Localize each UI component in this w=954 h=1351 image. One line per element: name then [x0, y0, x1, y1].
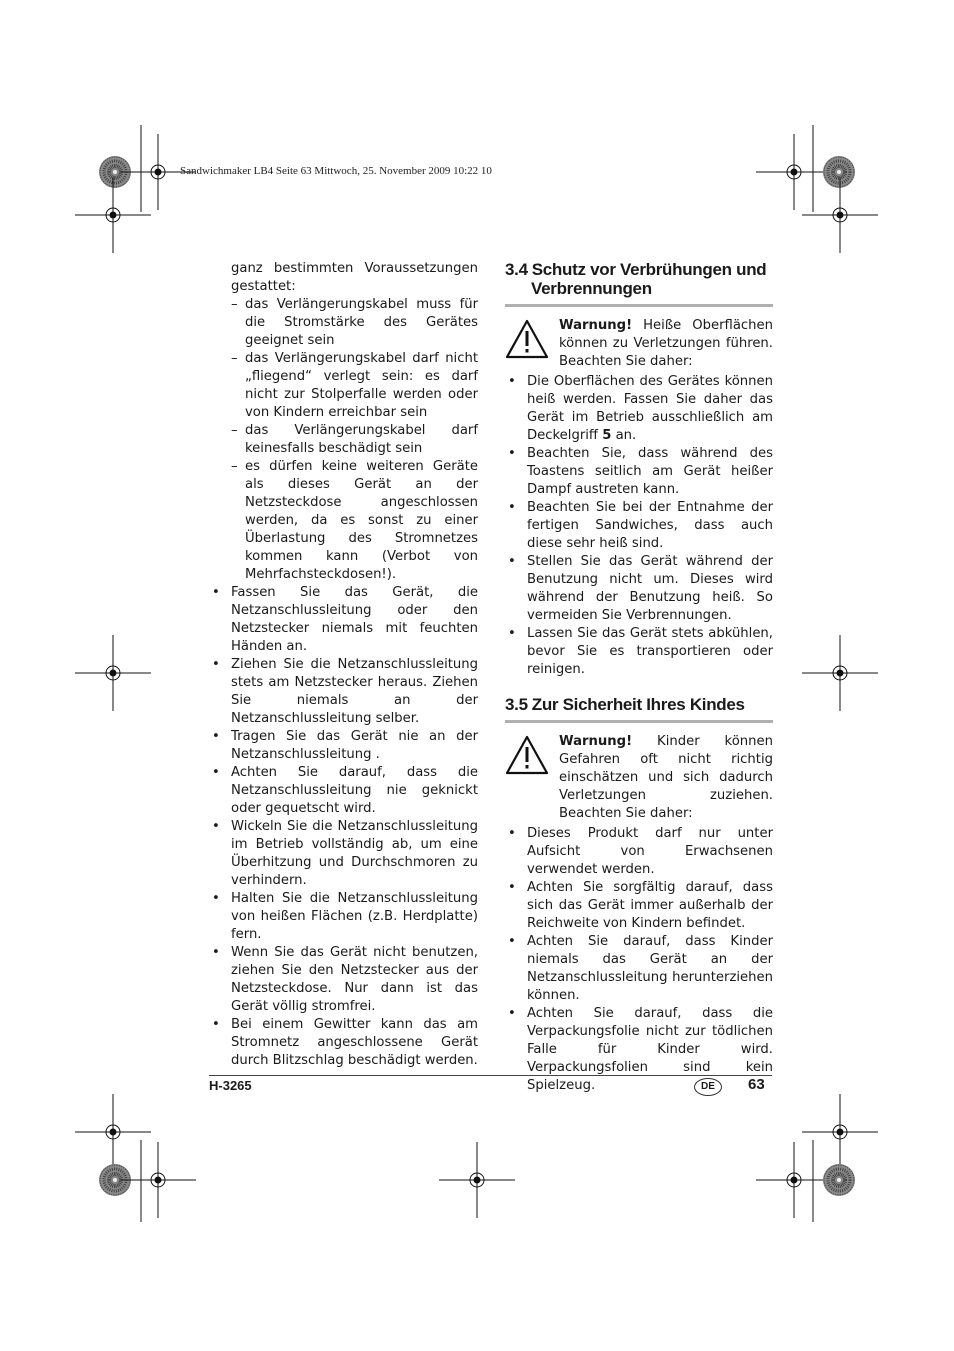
dash-list — [231, 296, 478, 584]
list-item-end: an. — [611, 428, 637, 443]
registration-mark-icon — [756, 1142, 832, 1218]
list-item: • Achten Sie sorgfältig darauf, dass sich das Gerät immer außerhalb der Reichweite von Kindern befindet. — [505, 879, 773, 933]
warning-triangle-icon — [505, 317, 549, 371]
section-title: Zur Sicherheit Ihres Kindes — [531, 695, 745, 714]
warning-box — [505, 317, 773, 371]
section-heading-3-5 — [505, 695, 773, 723]
list-item: • Achten Sie darauf, dass die Verpackungsfolie nicht zur tödlichen Falle für Kinder wird. Verpackungsfolien sind kein Spielzeug. — [505, 1005, 773, 1095]
dash-item: – das Verlängerungskabel darf keinesfalls beschädigt sein — [231, 422, 478, 458]
list-item: • Wenn Sie das Gerät nicht benutzen, ziehen Sie den Netzstecker aus der Netzsteckdose. Nur dann ist das Gerät völlig stromfrei. — [209, 944, 478, 1016]
registration-mark-icon — [75, 177, 151, 253]
section-number: 3.4 — [505, 260, 528, 279]
print-header: Sandwichmaker LB4 Seite 63 Mittwoch, 25. November 2009 10:22 10 — [180, 165, 492, 177]
registration-mark-icon — [120, 1142, 196, 1218]
list-item: • Dieses Produkt darf nur unter Aufsicht von Erwachsenen verwendet werden. — [505, 825, 773, 879]
warning-body: Kinder können Gefahren oft nicht richtig einschätzen und sich dadurch Verletzungen zuziehen. Beachten Sie daher: — [559, 734, 773, 821]
list-item-bold: 5 — [602, 428, 612, 443]
list-item: • Ziehen Sie die Netzanschlussleitung stets am Netzstecker heraus. Ziehen Sie niemals an der Netzanschlussleitung selber. — [209, 656, 478, 728]
footer-rule — [209, 1075, 772, 1076]
section-title-line1: Schutz vor Verbrühungen und — [531, 260, 767, 279]
warning-box — [505, 733, 773, 823]
list-item: • Achten Sie darauf, dass Kinder niemals das Gerät an der Netzanschlussleitung herunterziehen können. — [505, 933, 773, 1005]
registration-mark-icon — [75, 635, 151, 711]
list-item — [505, 373, 773, 445]
warning-label: Warnung! — [559, 734, 633, 749]
warning-text — [559, 317, 773, 371]
color-wheel-icon — [823, 1164, 855, 1196]
right-column — [505, 260, 773, 1095]
list-item-text: Die Oberflächen des Gerätes können heiß werden. Fassen Sie daher das Gerät im Betrieb ausschließlich am Deckelgriff — [527, 374, 773, 443]
dash-item: – es dürfen keine weiteren Geräte als dieses Gerät an der Netzsteckdose angeschlossen werden, da es sonst zu einer Überlastung des Stromnetzes kommen kann (Verbot von Mehrfachsteckdosen!). — [231, 458, 478, 584]
dash-item: – das Verlängerungskabel darf nicht „fliegend“ verlegt sein: es darf nicht zur Stolperfalle werden oder von Kindern erreichbar sein — [231, 350, 478, 422]
list-item: • Fassen Sie das Gerät, die Netzanschlussleitung oder den Netzstecker niemals mit feuchten Händen an. — [209, 584, 478, 656]
list-item: • Wickeln Sie die Netzanschlussleitung im Betrieb vollständig ab, um eine Überhitzung und Durchschmoren zu verhindern. — [209, 818, 478, 890]
warning-body: Heiße Oberflächen können zu Verletzungen führen. Beachten Sie daher: — [559, 318, 773, 369]
warning-text — [559, 733, 773, 823]
warning-label: Warnung! — [559, 318, 633, 333]
left-column — [231, 260, 478, 1070]
list-item: • Beachten Sie bei der Entnahme der fertigen Sandwiches, dass auch diese sehr heiß sind. — [505, 499, 773, 553]
registration-mark-icon — [439, 1142, 515, 1218]
registration-mark-icon — [756, 134, 832, 210]
warning-triangle-icon — [505, 733, 549, 823]
list-item: • Stellen Sie das Gerät während der Benutzung nicht um. Dieses wird während der Benutzung heiß. So vermeiden Sie Verbrennungen. — [505, 553, 773, 625]
list-item: • Lassen Sie das Gerät stets abkühlen, bevor Sie es transportieren oder reinigen. — [505, 625, 773, 679]
color-wheel-icon — [823, 156, 855, 188]
list-item: • Achten Sie darauf, dass die Netzanschlussleitung nie geknickt oder gequetscht wird. — [209, 764, 478, 818]
language-badge: DE — [694, 1078, 722, 1096]
list-item: • Tragen Sie das Gerät nie an der Netzanschlussleitung . — [209, 728, 478, 764]
list-item: • Bei einem Gewitter kann das am Stromnetz angeschlossene Gerät durch Blitzschlag beschädigt werden. — [209, 1016, 478, 1070]
dash-item: – das Verlängerungskabel muss für die Stromstärke des Gerätes geeignet sein — [231, 296, 478, 350]
list-item: • Halten Sie die Netzanschlussleitung von heißen Flächen (z.B. Herdplatte) fern. — [209, 890, 478, 944]
intro-text: ganz bestimmten Voraussetzungen gestattet: — [231, 261, 478, 294]
registration-mark-icon — [802, 635, 878, 711]
section-number: 3.5 — [505, 695, 528, 714]
section-heading-3-4 — [505, 260, 773, 307]
page-number: 63 — [748, 1076, 765, 1093]
section-title-line2: Verbrennungen — [531, 279, 652, 298]
list-item: • Beachten Sie, dass während des Toastens seitlich am Gerät heißer Dampf austreten kann. — [505, 445, 773, 499]
model-code: H-3265 — [209, 1078, 252, 1093]
registration-mark-icon — [75, 1094, 151, 1170]
